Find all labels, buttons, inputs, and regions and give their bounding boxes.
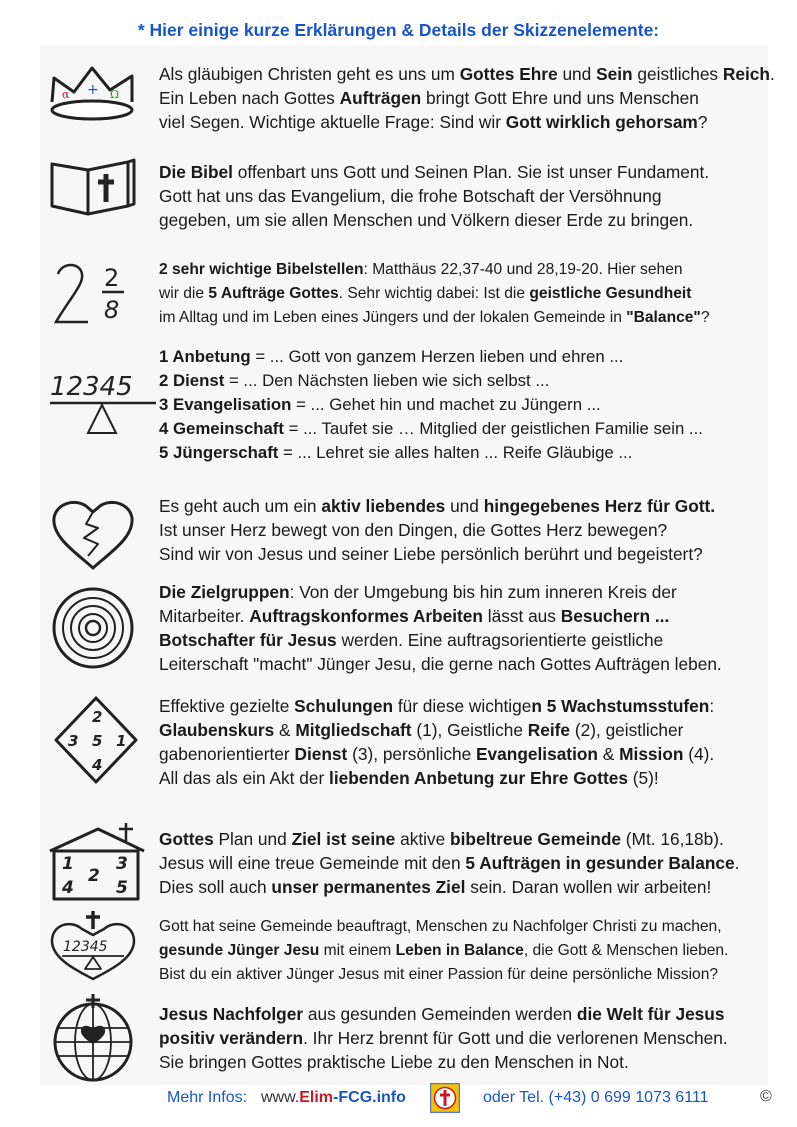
task-item: 3 Evangelisation = ... Gehet hin und machet zu Jüngern ...	[159, 395, 601, 414]
url-brand-fcg: FCG	[338, 1089, 373, 1106]
task-item: 1 Anbetung = ... Gott von ganzem Herzen lieben und ehren ...	[159, 347, 624, 366]
text-line: positiv verändern. Ihr Herz brennt für Gott und die verlorenen Menschen.	[159, 1028, 728, 1048]
bible-icon	[48, 158, 138, 223]
text-line: Die Zielgruppen: Von der Umgebung bis hin zum inneren Kreis der	[159, 582, 677, 602]
house-5: 5	[116, 878, 128, 898]
section-text	[159, 494, 771, 566]
broken-heart-icon	[48, 494, 138, 579]
five-tasks-list	[159, 345, 771, 465]
text-line: Es geht auch um ein aktiv liebendes und hingegebenes Herz für Gott.	[159, 496, 716, 516]
diamond-5: 5	[92, 732, 103, 750]
text-line: Die Bibel offenbart uns Gott und Seinen Plan. Sie ist unser Fundament.	[159, 162, 710, 182]
page-title: * Hier einige kurze Erklärungen & Details der Skizzenelemente:	[137, 20, 660, 40]
text-line: gegeben, um sie allen Menschen und Völkern dieser Erde zu bringen.	[159, 210, 694, 230]
text-line: Ist unser Herz bewegt von den Dingen, die Gottes Herz bewegen?	[159, 520, 668, 540]
disciple-heart-icon	[48, 911, 138, 986]
balance-scale-icon	[48, 365, 138, 450]
text-line: Ein Leben nach Gottes Aufträgen bringt Gott Ehre und uns Menschen	[159, 88, 699, 108]
house-3: 3	[116, 854, 128, 874]
text-line: im Alltag und im Leben eines Jüngers und der lokalen Gemeinde in "Balance"?	[159, 309, 710, 326]
section-text	[159, 258, 771, 330]
text-line: Glaubenskurs & Mitgliedschaft (1), Geistliche Reife (2), geistlicher	[159, 720, 684, 740]
text-line: Jesus Nachfolger aus gesunden Gemeinden werden die Welt für Jesus	[159, 1004, 725, 1024]
website-link[interactable]: www.Elim-FCG.info	[261, 1089, 406, 1106]
text-line: Effektive gezielte Schulungen für diese wichtigen 5 Wachstumsstufen:	[159, 696, 715, 716]
text-line: Gott hat uns das Evangelium, die frohe Botschaft der Versöhnung	[159, 186, 662, 206]
text-line: wir die 5 Aufträge Gottes. Sehr wichtig dabei: Ist die geistliche Gesundheit	[159, 285, 692, 302]
target-circles-icon	[48, 586, 138, 675]
task-item: 4 Gemeinschaft = ... Taufet sie … Mitglied der geistlichen Familie sein ...	[159, 419, 703, 438]
diamond-icon	[48, 694, 138, 791]
verse-2-glyph: 2	[104, 264, 120, 292]
text-line: viel Segen. Wichtige aktuelle Frage: Sind wir Gott wirklich gehorsam?	[159, 112, 708, 132]
phone-number[interactable]: oder Tel. (+43) 0 699 1073 6111	[483, 1089, 709, 1106]
text-line: Mitarbeiter. Auftragskonformes Arbeiten lässt aus Besuchern ...	[159, 606, 670, 626]
elim-logo-icon	[430, 1083, 460, 1113]
text-line: Gott hat seine Gemeinde beauftragt, Menschen zu Nachfolger Christi zu machen,	[159, 918, 722, 935]
alpha-glyph: α	[62, 88, 70, 101]
text-line: Botschafter für Jesus werden. Eine auftragsorientierte geistliche	[159, 630, 664, 650]
house-4: 4	[62, 878, 74, 898]
church-house-icon	[48, 823, 138, 908]
url-brand-elim: Elim	[299, 1089, 334, 1106]
scale-numbers: 12345	[50, 372, 133, 402]
omega-glyph: Ω	[110, 88, 120, 101]
text-line: Dies soll auch unser permanentes Ziel sein. Daran wollen wir arbeiten!	[159, 877, 712, 897]
text-line: Leiterschaft "macht" Jünger Jesu, die gerne nach Gottes Aufträgen leben.	[159, 654, 722, 674]
task-item: 5 Jüngerschaft = ... Lehret sie alles halten ... Reife Gläubige ...	[159, 443, 633, 462]
two-eight-icon	[48, 258, 138, 333]
task-item: 2 Dienst = ... Den Nächsten lieben wie sich selbst ...	[159, 371, 550, 390]
house-2: 2	[88, 866, 100, 886]
section-text	[159, 694, 771, 790]
section-text	[159, 160, 771, 232]
section-text	[159, 62, 775, 134]
text-line: Bist du ein aktiver Jünger Jesus mit einer Passion für deine persönliche Mission?	[159, 966, 719, 983]
crown-icon	[48, 64, 138, 129]
footer	[0, 1087, 797, 1113]
plus-glyph: +	[87, 82, 99, 98]
house-1: 1	[62, 854, 74, 874]
text-line: Als gläubigen Christen geht es uns um Gottes Ehre und Sein geistliches Reich.	[159, 64, 775, 84]
section-text	[159, 915, 771, 987]
section-text	[159, 580, 771, 676]
diamond-4: 4	[92, 756, 103, 774]
text-line: gesunde Jünger Jesu mit einem Leben in Balance, die Gott & Menschen lieben.	[159, 942, 729, 959]
diamond-3: 3	[68, 732, 79, 750]
text-line: Gottes Plan und Ziel ist seine aktive bibeltreue Gemeinde (Mt. 16,18b).	[159, 829, 724, 849]
text-line: Sie bringen Gottes praktische Liebe zu den Menschen in Not.	[159, 1052, 629, 1072]
text-line: Jesus will eine treue Gemeinde mit den 5 Aufträgen in gesunder Balance.	[159, 853, 740, 873]
heart-numbers: 12345	[63, 939, 108, 955]
section-text	[159, 1002, 771, 1074]
diamond-2: 2	[92, 708, 103, 726]
text-line: All das als ein Akt der liebenden Anbetung zur Ehre Gottes (5)!	[159, 768, 659, 788]
footer-label: Mehr Infos:	[167, 1089, 248, 1106]
text-line: 2 sehr wichtige Bibelstellen: Matthäus 22,37-40 und 28,19-20. Hier sehen	[159, 261, 683, 278]
text-line: Sind wir von Jesus und seiner Liebe persönlich berührt und begeistert?	[159, 544, 703, 564]
diamond-1: 1	[116, 732, 127, 750]
verse-8-glyph: 8	[104, 296, 120, 324]
section-text	[159, 827, 771, 899]
text-line: gabenorientierter Dienst (3), persönliche Evangelisation & Mission (4).	[159, 744, 715, 764]
globe-heart-icon	[48, 994, 138, 1089]
copyright-symbol: ©	[760, 1088, 772, 1105]
